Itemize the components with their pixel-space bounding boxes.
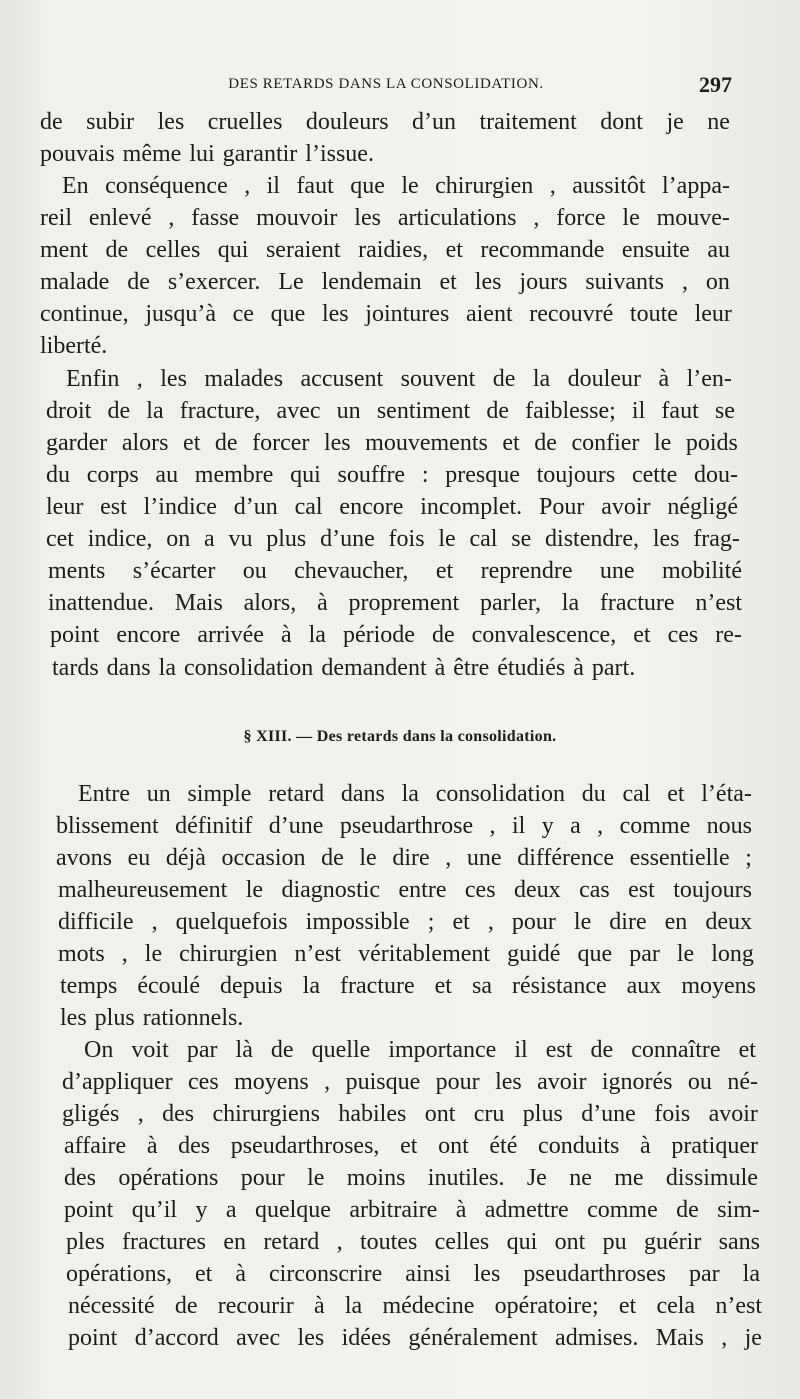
text-line: mots , le chirurgien n’est véritablement guidé que par le long: [58, 941, 754, 967]
text-line: Entre un simple retard dans la consolidation du cal et l’éta-: [78, 781, 752, 807]
text-line: point qu’il y a quelque arbitraire à admettre comme de sim-: [64, 1197, 760, 1223]
page-number: 297: [699, 72, 732, 97]
text-line: nécessité de recourir à la médecine opératoire; et cela n’est: [68, 1293, 762, 1319]
text-line: cet indice, on a vu plus d’une fois le cal se distendre, les frag-: [46, 526, 740, 552]
running-head-title: DES RETARDS DANS LA CONSOLIDATION.: [228, 76, 544, 92]
text-line: continue, jusqu’à ce que les jointures aient recouvré toute leur: [40, 301, 732, 327]
text-line: ples fractures en retard , toutes celles qui ont pu guérir sans: [66, 1229, 760, 1255]
text-line: malade de s’exercer. Le lendemain et les jours suivants , on: [40, 269, 730, 295]
running-head: [40, 72, 732, 100]
text-line: Enfin , les malades accusent souvent de la douleur à l’en-: [66, 366, 732, 392]
text-line: point encore arrivée à la période de convalescence, et ces re-: [50, 622, 742, 648]
text-line: avons eu déjà occasion de le dire , une différence essentielle ;: [56, 845, 752, 871]
text-line: ments s’écarter ou chevaucher, et reprendre une mobilité: [48, 558, 742, 584]
text-line: temps écoulé depuis la fracture et sa résistance aux moyens: [60, 973, 756, 999]
text-line: inattendue. Mais alors, à proprement parler, la fracture n’est: [48, 590, 742, 616]
text-line: blissement définitif d’une pseudarthrose , il y a , comme nous: [56, 813, 752, 839]
text-line: gligés , des chirurgiens habiles ont cru plus d’une fois avoir: [62, 1101, 758, 1127]
text-line: affaire à des pseudarthroses, et ont été conduits à pratiquer: [64, 1133, 758, 1159]
text-line: de subir les cruelles douleurs d’un traitement dont je ne: [40, 109, 730, 135]
text-line: En conséquence , il faut que le chirurgien , aussitôt l’appa-: [62, 173, 730, 199]
text-line: tards dans la consolidation demandent à être étudiés à part.: [52, 655, 636, 681]
text-line: d’appliquer ces moyens , puisque pour les avoir ignorés ou né-: [62, 1069, 758, 1095]
text-line: droit de la fracture, avec un sentiment de faiblesse; il faut se: [46, 398, 735, 424]
text-line: garder alors et de forcer les mouvements et de confier le poids: [46, 430, 738, 456]
text-line: du corps au membre qui souffre : presque toujours cette dou-: [46, 462, 738, 488]
text-line: les plus rationnels.: [60, 1005, 244, 1031]
text-line: point d’accord avec les idées généralement admises. Mais , je: [68, 1325, 762, 1351]
text-line: des opérations pour le moins inutiles. Je ne me dissimule: [64, 1165, 758, 1191]
text-line: pouvais même lui garantir l’issue.: [40, 141, 374, 167]
text-line: liberté.: [40, 333, 108, 359]
text-line: reil enlevé , fasse mouvoir les articulations , force le mouve-: [40, 205, 730, 231]
text-line: ment de celles qui seraient raidies, et recommande ensuite au: [40, 237, 730, 263]
text-line: opérations, et à circonscrire ainsi les pseudarthroses par la: [66, 1261, 760, 1287]
section-title: § XIII. — Des retards dans la consolidation.: [243, 728, 557, 745]
text-line: malheureusement le diagnostic entre ces deux cas est toujours: [58, 877, 752, 903]
text-line: On voit par là de quelle importance il est de connaître et: [84, 1037, 756, 1063]
text-line: difficile , quelquefois impossible ; et , pour le dire en deux: [58, 909, 752, 935]
text-line: leur est l’indice d’un cal encore incomplet. Pour avoir négligé: [46, 494, 738, 520]
